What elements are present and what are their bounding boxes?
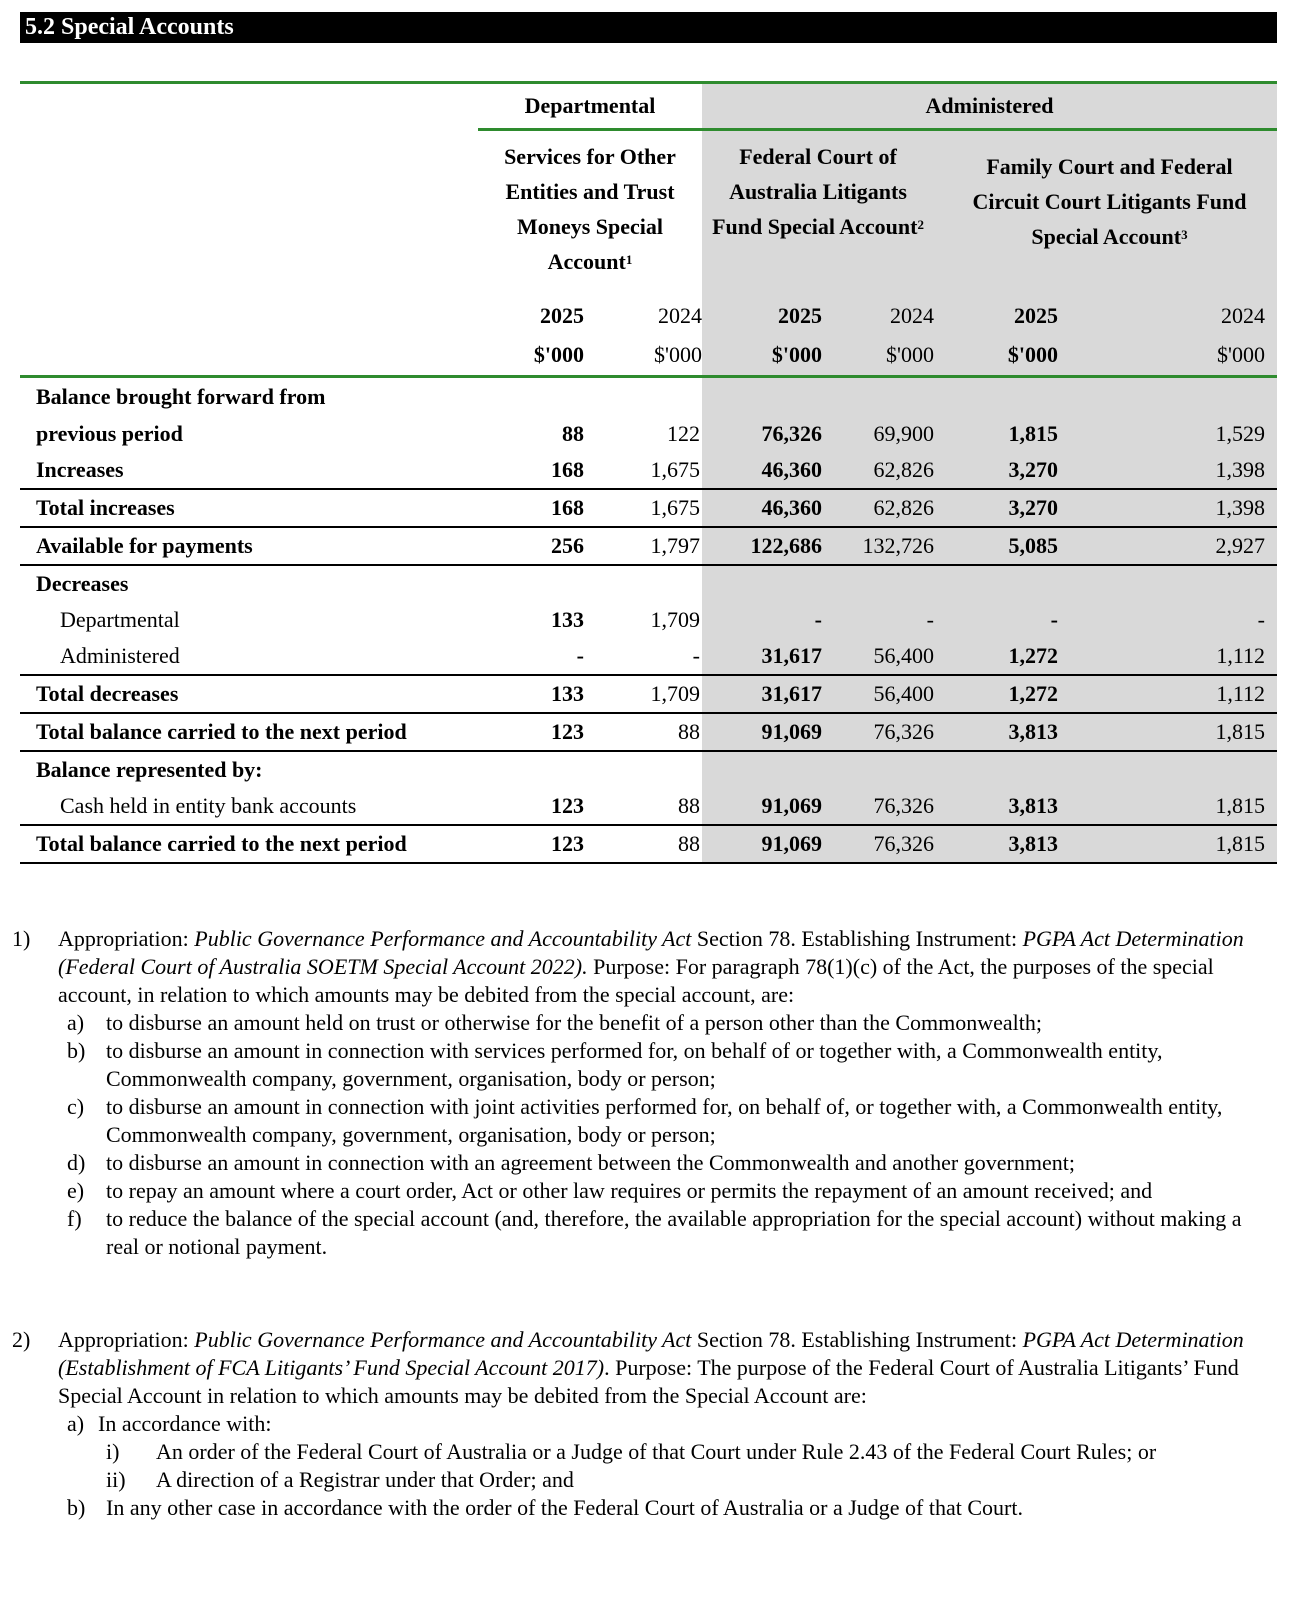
cell-value [1072,565,1277,602]
cell-value: 69,900 [824,415,934,452]
cell-value: 76,326 [702,415,824,452]
list-marker: a) [67,1411,85,1436]
cell-value: - [692,643,700,668]
row-label: Total decreases [20,675,478,713]
footnote-act: Public Governance Performance and Accountability Act [194,926,692,951]
cell-value: 122 [667,420,700,446]
cell-value [934,377,1072,416]
cell-value: 168 [478,489,590,527]
table-row [20,602,1277,638]
list-text: A direction of a Registrar under that Order; and [156,1467,574,1492]
footnote-list-item [58,1149,1263,1177]
row-label: Administered [60,643,180,668]
list-text: In any other case in accordance with the order of the Federal Court of Australia or a Judge of that Court. [106,1495,1023,1520]
cell-value [934,565,1072,602]
footnote-number: 1) [12,926,31,951]
cell-value: 1,398 [1072,489,1277,527]
footnote-list-item [58,1410,1263,1438]
list-text: to disburse an amount in connection with joint activities performed for, on behalf of, or together with, a Commonwealth entity, Commonwealth company, government, organisation, body or person; [106,1094,1223,1147]
cell-value: 3,813 [934,788,1072,825]
row-label: Total balance carried to the next period [20,713,478,751]
table-row [20,415,1277,452]
row-label: Total balance carried to the next period [20,825,478,863]
cell-value: 88 [590,713,702,751]
cell-value: 1,272 [934,638,1072,675]
table-row [20,565,1277,602]
cell-value: 76,326 [824,825,934,863]
unit-header: $'000 [702,335,824,377]
footnote-list-item [58,1037,1263,1093]
list-text: to disburse an amount in connection with services performed for, on behalf of or together with, a Commonwealth entity, Commonwealth company, government, organisation, body or person; [106,1038,1163,1091]
cell-value: 1,709 [650,607,700,632]
cell-value [478,377,590,416]
table-row [20,825,1277,863]
footnote-list-item [58,1009,1263,1037]
cell-value: 132,726 [824,527,934,565]
table-row [20,751,1277,788]
footnote-list-item [58,1438,1263,1466]
unit-header: $'000 [1072,335,1277,377]
row-label: Balance brought forward from [36,383,326,409]
cell-value: 46,360 [702,452,824,489]
cell-value: 88 [678,793,700,818]
row-label: Departmental [60,607,180,632]
footnote-purpose: . Purpose: The purpose of the Federal Court of Australia Litigants’ Fund Special Account in relation to which amounts may be debited from the Special Account are: [58,1355,1239,1408]
cell-value: 62,826 [824,452,934,489]
cell-value [590,377,702,416]
list-marker: e) [67,1178,85,1203]
list-marker: a) [67,1010,85,1035]
list-text: An order of the Federal Court of Australia or a Judge of that Court under Rule 2.43 of the Federal Court Rules; or [156,1439,1157,1464]
list-text: to reduce the balance of the special account (and, therefore, the available appropriation for the special account) without making a real or notional payment. [106,1206,1242,1259]
cell-value: 56,400 [824,638,934,675]
list-marker: b) [67,1038,86,1063]
cell-value: 1,529 [1072,415,1277,452]
list-marker: d) [67,1150,86,1175]
list-marker: b) [67,1495,86,1520]
special-accounts-table [20,81,1277,864]
list-text: In accordance with: [98,1411,272,1436]
year-header: 2025 [702,297,824,335]
table-row [20,527,1277,565]
footnote-intro [58,1326,1263,1410]
table-row [20,452,1277,489]
unit-header: $'000 [824,335,934,377]
cell-value: 1,815 [1072,825,1277,863]
cell-value [702,565,824,602]
footnote-number: 2) [12,1327,31,1352]
cell-value: 3,270 [934,489,1072,527]
row-label: previous period [36,420,183,446]
section-heading: 5.2 Special Accounts [20,12,1277,43]
footnote-lead: Appropriation: [58,926,195,951]
footnote-act: Public Governance Performance and Accountability Act [194,1327,692,1352]
list-marker: i) [106,1439,120,1464]
cell-value [1072,751,1277,788]
cell-value: 91,069 [702,788,824,825]
cell-value: 123 [478,825,590,863]
cell-value: 133 [551,607,584,632]
footnote-list-item [58,1205,1263,1261]
cell-value: 88 [590,825,702,863]
list-text: to disburse an amount held on trust or otherwise for the benefit of a person other than the Commonwealth; [106,1010,1042,1035]
cell-value [824,377,934,416]
account-name-family-court-litigants: Family Court and Federal Circuit Court Litigants Fund Special Account$^3$ [934,130,1277,298]
cell-value: 1,815 [1072,713,1277,751]
cell-value: 1,709 [590,675,702,713]
cell-value: - [576,643,584,668]
cell-value: 1,815 [1072,788,1277,825]
table-row [20,638,1277,675]
footnote-list-item [58,1494,1263,1522]
cell-value [934,751,1072,788]
cell-value: 168 [551,457,584,482]
unit-header: $'000 [478,335,590,377]
cell-value: 1,675 [650,457,700,482]
row-label: Balance represented by: [20,751,478,788]
row-label: Decreases [20,565,478,602]
cell-value: 1,815 [934,415,1072,452]
row-label: Total increases [20,489,478,527]
unit-header: $'000 [934,335,1072,377]
footnote-instrument: PGPA Act Determination (Federal Court of Australia SOETM Special Account 2022). [58,926,1244,979]
footnote-list-item [58,1093,1263,1149]
table-row [20,713,1277,751]
list-text: to repay an amount where a court order, Act or other law requires or permits the repayment of an amount received; and [106,1178,1153,1203]
cell-value: 256 [478,527,590,565]
cell-value: 3,270 [934,452,1072,489]
cell-value [478,565,590,602]
account-name-fca-litigants: Federal Court of Australia Litigants Fund Special Account$^2$ [702,130,934,298]
cell-value: 62,826 [824,489,934,527]
cell-value: 1,797 [590,527,702,565]
cell-value: 31,617 [702,675,824,713]
cell-value [702,751,824,788]
table-row [20,788,1277,825]
cell-value: 1,112 [1072,638,1277,675]
group-administered: Administered [702,83,1277,130]
cell-value [590,751,702,788]
footnote-intro [58,925,1263,1009]
cell-value [824,565,934,602]
group-departmental: Departmental [478,83,702,130]
footnote-mid: Section 78. Establishing Instrument: [691,1327,1023,1352]
year-header: 2025 [540,303,584,328]
footnote-instrument: PGPA Act Determination (Establishment of FCA Litigants’ Fund Special Account 2017) [58,1327,1244,1380]
year-header: 2024 [824,297,934,335]
cell-value: 31,617 [702,638,824,675]
cell-value: 1,272 [934,675,1072,713]
header-blank [20,83,478,130]
cell-value: - [934,602,1072,638]
cell-value: 123 [551,793,584,818]
cell-value: 5,085 [934,527,1072,565]
cell-value: 133 [478,675,590,713]
cell-value: 91,069 [702,713,824,751]
footnote-lead: Appropriation: [58,1327,195,1352]
cell-value: 46,360 [702,489,824,527]
footnote-list-item [58,1177,1263,1205]
row-label: Cash held in entity bank accounts [60,793,357,818]
footnote-purpose: Purpose: For paragraph 78(1)(c) of the Act, the purposes of the special account, in relation to which amounts may be debited from the special account, are: [58,954,1214,1007]
footnote-mid: Section 78. Establishing Instrument: [691,926,1023,951]
row-label: Increases [36,457,124,482]
year-header: 2025 [934,297,1072,335]
cell-value: 3,813 [934,713,1072,751]
cell-value: 3,813 [934,825,1072,863]
table-row [20,489,1277,527]
footnote-list-item [58,1466,1263,1494]
cell-value: 88 [562,420,584,446]
account-name-services: Services for Other Entities and Trust Moneys Special Account$^1$ [504,144,676,274]
cell-value: 1,675 [590,489,702,527]
cell-value: 122,686 [702,527,824,565]
cell-value [824,751,934,788]
cell-value: 76,326 [824,788,934,825]
year-header: 2024 [1072,297,1277,335]
cell-value: 1,398 [1072,452,1277,489]
list-text: to disburse an amount in connection with an agreement between the Commonwealth and another government; [106,1150,1075,1175]
list-marker: f) [67,1206,82,1231]
year-header: 2024 [658,303,702,328]
list-marker: ii) [106,1467,126,1492]
cell-value: 123 [478,713,590,751]
cell-value: - [824,602,934,638]
cell-value: 91,069 [702,825,824,863]
cell-value: - [1072,602,1277,638]
cell-value: - [702,602,824,638]
cell-value [1072,377,1277,416]
row-label: Available for payments [20,527,478,565]
list-marker: c) [67,1094,85,1119]
table-row [20,377,1277,416]
table-row [20,675,1277,713]
cell-value: 2,927 [1072,527,1277,565]
cell-value [590,565,702,602]
unit-header: $'000 [590,335,702,377]
cell-value: 76,326 [824,713,934,751]
cell-value: 1,112 [1072,675,1277,713]
cell-value: 56,400 [824,675,934,713]
cell-value [478,751,590,788]
cell-value [702,377,824,416]
